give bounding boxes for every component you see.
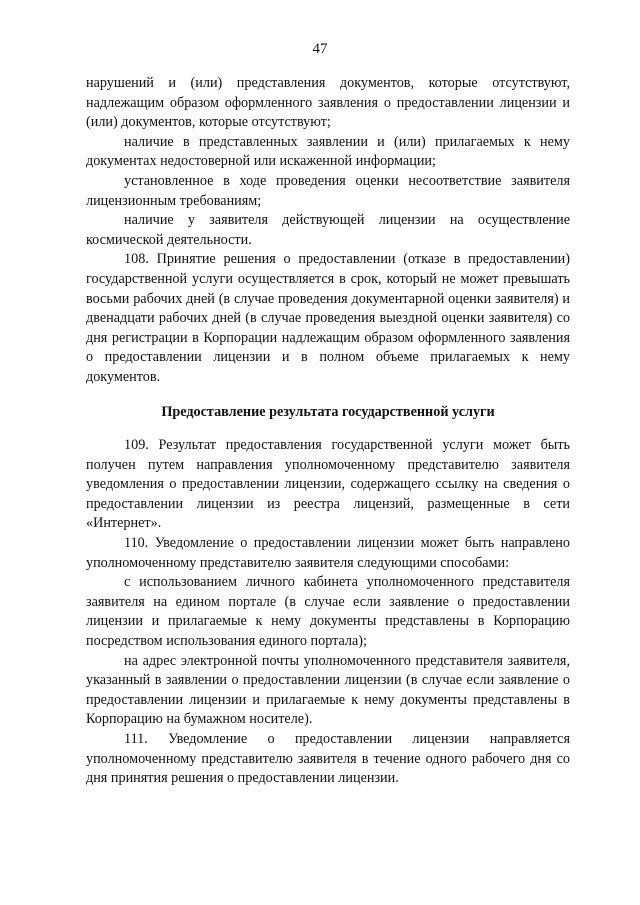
paragraphs-after-heading (86, 436, 570, 789)
paragraphs-before-heading (86, 74, 570, 388)
paragraph: 110. Уведомление о предоставлении лицензии может быть направлено уполномоченному представителю заявителя следующими способами: (86, 535, 570, 571)
paragraph: с использованием личного кабинета уполномоченного представителя заявителя на едином портале (в случае если заявление о предоставлении лицензии и прилагаемые к нему документы представлены в Корпорацию посредством использования единого портала); (86, 574, 570, 650)
section-heading: Предоставление результата государственной услуги (161, 403, 495, 420)
paragraph: нарушений и (или) представления документов, которые отсутствуют, надлежащим образом оформленного заявления о предоставлении лицензии и (или) документов, которые отсутствуют; (86, 75, 570, 131)
paragraph: 111. Уведомление о предоставлении лицензии направляется уполномоченному представителю заявителя в течение одного рабочего дня со дня принятия решения о предоставлении лицензии. (86, 731, 570, 787)
page-number: 47 (312, 41, 328, 57)
paragraph: наличие у заявителя действующей лицензии на осуществление космической деятельности. (86, 212, 570, 248)
paragraph: установленное в ходе проведения оценки несоответствие заявителя лицензионным требованиям; (86, 172, 570, 209)
paragraph: 108. Принятие решения о предоставлении (отказе в предоставлении) государственной услуги осуществляется в срок, который не может превышать восьми рабочих дней (в случае проведения документарной оценки заявителя) и двенадцати рабочих дней (в случае проведения выездной оценки заявителя) со дня регистрации в Корпорации надлежащим образом оформленного заявления о предоставлении лицензии и в полном объеме прилагаемых к нему документов. (86, 251, 570, 385)
paragraph: наличие в представленных заявлении и (или) прилагаемых к нему документах недостоверной или искаженной информации; (86, 133, 570, 170)
paragraph: 109. Результат предоставления государственной услуги может быть получен путем направления уполномоченному представителю заявителя уведомления о предоставлении лицензии, содержащего ссылку на сведения о предоставлении лицензии из реестра лицензий, размещенные в сети «Интернет». (86, 437, 570, 532)
page-content (86, 74, 570, 789)
paragraph: на адрес электронной почты уполномоченного представителя заявителя, указанный в заявлении о предоставлении лицензии (в случае если заявление о предоставлении лицензии и прилагаемые к нему документы представлены в Корпорацию на бумажном носителе). (86, 652, 570, 728)
